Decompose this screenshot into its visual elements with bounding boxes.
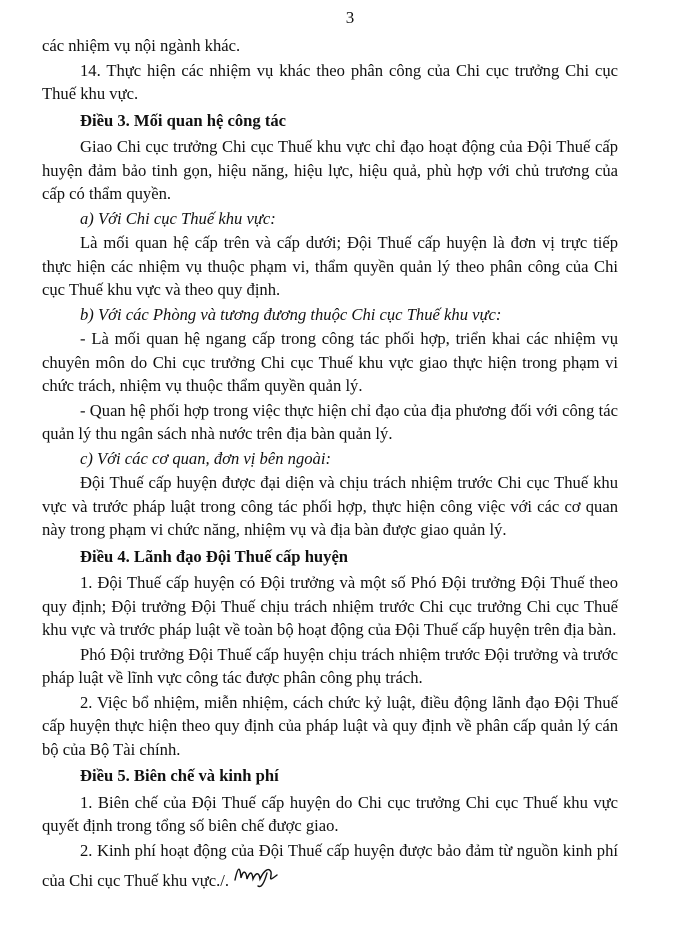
article-heading-3: Điều 3. Mối quan hệ công tác bbox=[80, 110, 287, 130]
paragraph: Phó Đội trưởng Đội Thuế cấp huyện chịu trách nhiệm trước Đội trưởng và trước pháp luật về lĩnh vực công tác được phân công phụ trách. bbox=[42, 644, 618, 687]
paragraph: 1. Đội Thuế cấp huyện có Đội trưởng và một số Phó Đội trưởng Đội Thuế theo quy định; Đội trưởng Đội Thuế chịu trách nhiệm trước Chi cục trưởng Chi cục Thuế khu vực và trước pháp luật về toàn bộ hoạt động của Đội Thuế cấp huyện trên địa bàn. bbox=[42, 573, 618, 639]
initial-signature-icon bbox=[231, 862, 283, 888]
paragraph: 14. Thực hiện các nhiệm vụ khác theo phân công của Chi cục trưởng Chi cục Thuế khu vực. bbox=[42, 60, 618, 103]
page-number: 3 bbox=[345, 8, 355, 27]
paragraph-text: 2. Kinh phí hoạt động của Đội Thuế cấp huyện được bảo đảm từ nguồn kinh phí của Chi cục Thuế khu vực./. bbox=[42, 840, 618, 890]
paragraph: các nhiệm vụ nội ngành khác. bbox=[42, 36, 241, 55]
subheading-b: b) Với các Phòng và tương đương thuộc Chi cục Thuế khu vực: bbox=[80, 304, 502, 324]
last-paragraph bbox=[42, 839, 618, 893]
paragraph: 1. Biên chế của Đội Thuế cấp huyện do Chi cục trưởng Chi cục Thuế khu vực quyết định trong tổng số biên chế được giao. bbox=[42, 792, 618, 835]
paragraph: 2. Việc bổ nhiệm, miễn nhiệm, cách chức kỷ luật, điều động lãnh đạo Đội Thuế cấp huyện thực hiện theo quy định của pháp luật và quy định về phân cấp quản lý cán bộ của Bộ Tài chính. bbox=[42, 692, 618, 759]
paragraph: Đội Thuế cấp huyện được đại diện và chịu trách nhiệm trước Chi cục Thuế khu vực và trước pháp luật trong công tác phối hợp, thực hiện công việc với các cơ quan này trong phạm vi chức năng, nhiệm vụ và địa bàn được giao quản lý. bbox=[42, 473, 618, 539]
article-heading-5: Điều 5. Biên chế và kinh phí bbox=[80, 766, 279, 785]
subheading-c: c) Với các cơ quan, đơn vị bên ngoài: bbox=[80, 448, 331, 468]
paragraph: - Quan hệ phối hợp trong việc thực hiện chỉ đạo của địa phương đối với công tác quản lý thu ngân sách nhà nước trên địa bàn quản lý. bbox=[42, 400, 618, 443]
paragraph: Là mối quan hệ cấp trên và cấp dưới; Đội Thuế cấp huyện là đơn vị trực tiếp thực hiện các nhiệm vụ thuộc phạm vi, thẩm quyền quản lý theo phân công của Chi cục Thuế khu vực và theo quy định. bbox=[42, 233, 618, 299]
paragraph: - Là mối quan hệ ngang cấp trong công tác phối hợp, triển khai các nhiệm vụ chuyên môn do Chi cục trưởng Chi cục Thuế khu vực giao thực hiện trong phạm vi chức trách, nhiệm vụ thuộc thẩm quyền quản lý. bbox=[42, 329, 618, 395]
article-heading-4: Điều 4. Lãnh đạo Đội Thuế cấp huyện bbox=[80, 546, 349, 566]
subheading-a: a) Với Chi cục Thuế khu vực: bbox=[80, 208, 276, 228]
paragraph: Giao Chi cục trưởng Chi cục Thuế khu vực chỉ đạo hoạt động của Đội Thuế cấp huyện đảm bảo tinh gọn, hiệu năng, hiệu lực, hiệu quả, phù hợp với chủ trương của cấp có thẩm quyền. bbox=[42, 137, 618, 203]
document-body bbox=[42, 34, 618, 894]
